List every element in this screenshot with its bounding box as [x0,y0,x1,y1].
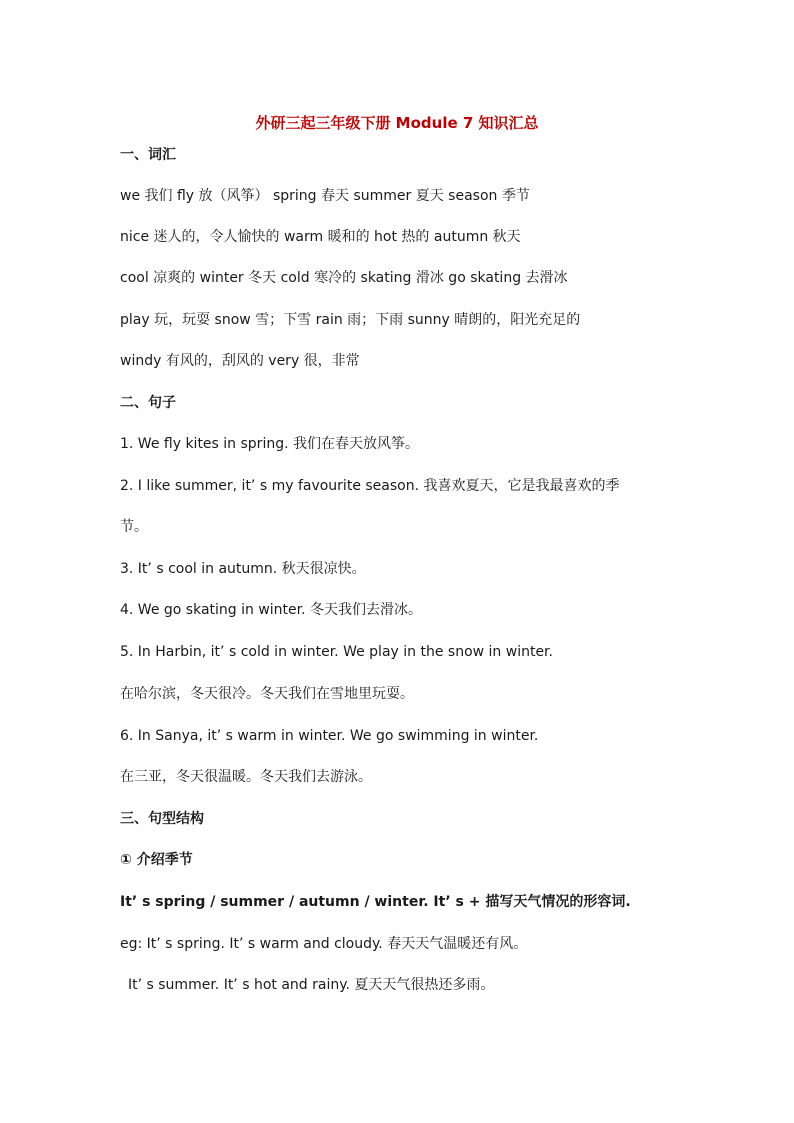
sentence-line: 4. We go skating in winter. 冬天我们去滑冰。 [120,602,423,618]
sentence-line: 1. We fly kites in spring. 我们在春天放风筝。 [120,436,419,452]
sentence-line: 6. In Sanya, it’ s warm in winter. We go swimming in winter. [120,728,539,744]
sentence-line: 3. It’ s cool in autumn. 秋天很凉快。 [120,561,366,577]
vocab-line: windy 有风的，刮风的 very 很，非常 [120,353,360,369]
sentence-line: 2. I like summer, it’ s my favourite season. 我喜欢夏天，它是我最喜欢的季 [120,478,620,494]
section-heading-patterns: 三、句型结构 [120,811,204,827]
example-line: eg: It’ s spring. It’ s warm and cloudy. 春天天气温暖还有风。 [120,936,528,952]
vocab-line: cool 凉爽的 winter 冬天 cold 寒冷的 skating 滑冰 go skating 去滑冰 [120,270,568,286]
sentence-line: 5. In Harbin, it’ s cold in winter. We play in the snow in winter. [120,644,553,660]
sentence-line: 在三亚，冬天很温暖。冬天我们去游泳。 [120,769,372,785]
vocab-line: play 玩，玩耍 snow 雪；下雪 rain 雨；下雨 sunny 晴朗的，阳光充足的 [120,312,581,328]
document-title: 外研三起三年级下册 Module 7 知识汇总 [255,114,539,132]
section-heading-sentences: 二、句子 [120,395,176,411]
vocab-line: we 我们 fly 放（风筝） spring 春天 summer 夏天 season 季节 [120,188,530,204]
section-heading-vocabulary: 一、词汇 [120,147,176,163]
pattern-line: It’ s spring / summer / autumn / winter. It’ s + 描写天气情况的形容词. [120,894,631,910]
vocab-line: nice 迷人的，令人愉快的 warm 暖和的 hot 热的 autumn 秋天 [120,229,521,245]
subheading-introduce-seasons: ① 介绍季节 [120,852,193,868]
sentence-line: 在哈尔滨，冬天很冷。冬天我们在雪地里玩耍。 [120,686,414,702]
sentence-line: 节。 [120,519,148,535]
example-line: It’ s summer. It’ s hot and rainy. 夏天天气很热还多雨。 [128,977,495,993]
